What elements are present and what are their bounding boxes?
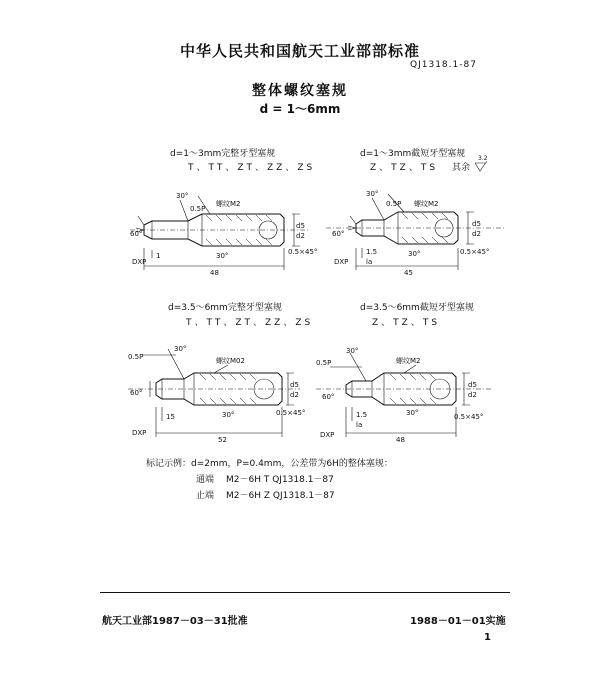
fig2-thread: 螺纹M2 [414, 200, 439, 208]
fig3-dia1: d5 [290, 381, 299, 389]
figure-1-caption: d=1～3mm完整牙型塞规 [170, 149, 276, 159]
example-nogo-label: 止端 [196, 491, 215, 501]
figure-4-drawing [316, 345, 496, 445]
footer-rule [100, 592, 510, 593]
example-nogo-value: M2－6H Z QJ1318.1－87 [226, 491, 335, 501]
figure-2-drawing [326, 188, 506, 278]
figure-3-caption: d=3.5～6mm完整牙型塞规 [168, 303, 282, 313]
fig4-angle-top: 30° [346, 347, 359, 355]
figure-2-caption: d=1～3mm截短牙型塞规 [360, 149, 466, 159]
fig1-chamfer: 0.5×45° [288, 248, 318, 256]
figure-3-types: T、TT、ZT、ZZ、ZS [186, 318, 314, 328]
fig1-pitch: 0.5P [190, 205, 206, 213]
fig4-la: la [356, 421, 363, 429]
fig2-dia1: d5 [472, 220, 481, 228]
fig3-angle-top: 30° [174, 345, 187, 353]
fig2-l1: 1.5 [366, 248, 378, 256]
fig4-dia2: d2 [468, 391, 477, 399]
fig1-l1: 1 [156, 252, 161, 260]
fig4-thread: 螺纹M2 [396, 357, 421, 365]
fig3-angle-mid: 30° [222, 411, 235, 419]
fig3-angle-left: 60° [130, 389, 143, 397]
page-number: 1 [484, 632, 491, 643]
document-title: 整体螺纹塞规 [252, 83, 348, 99]
fig3-thread: 螺纹M02 [216, 357, 245, 365]
footer-effective: 1988－01－01实施 [410, 616, 506, 627]
fig4-chamfer: 0.5×45° [454, 413, 484, 421]
figure-4-caption: d=3.5～6mm截短牙型塞规 [360, 303, 474, 313]
fig4-length: 48 [396, 436, 405, 444]
example-go-label: 通端 [196, 475, 215, 485]
fig2-angle-top: 30° [366, 190, 379, 198]
fig3-dxp: DXP [132, 429, 147, 437]
footer-approved: 航天工业部1987－03－31批准 [102, 616, 248, 627]
fig2-la: la [366, 258, 373, 266]
roughness-symbol [474, 161, 488, 173]
example-intro: 标记示例：d=2mm，P=0.4mm，公差带为6H的整体塞规： [146, 459, 393, 469]
figure-4-types: Z、TZ、TS [372, 318, 441, 328]
fig2-angle-mid: 30° [408, 250, 421, 258]
figure-1-drawing [130, 188, 318, 278]
figure-2-rest: 其余 [452, 163, 471, 173]
fig3-pitch: 0.5P [128, 353, 144, 361]
fig1-length: 48 [210, 269, 219, 277]
fig2-dia2: d2 [472, 230, 481, 238]
fig1-thread: 螺纹M2 [216, 200, 241, 208]
figure-1-types: T、TT、ZT、ZZ、ZS [188, 163, 316, 173]
fig3-dia2: d2 [290, 391, 299, 399]
document-subtitle: d = 1～6mm [259, 102, 341, 116]
fig2-length: 45 [404, 269, 413, 277]
standard-number: QJ1318.1-87 [410, 60, 477, 70]
fig4-l1: 1.5 [356, 411, 368, 419]
fig3-l1: 15 [166, 413, 175, 421]
fig4-angle-mid: 30° [406, 409, 419, 417]
fig2-pitch: 0.5P [386, 200, 402, 208]
fig4-dxp: DXP [320, 431, 335, 439]
fig2-angle-left: 60° [332, 230, 345, 238]
fig4-dia1: d5 [468, 381, 477, 389]
fig1-dia1: d5 [296, 222, 305, 230]
fig4-pitch: 0.5P [316, 359, 332, 367]
fig1-angle-mid: 30° [216, 252, 229, 260]
document-org-header: 中华人民共和国航天工业部部标准 [179, 42, 420, 60]
fig2-dxp: DXP [334, 258, 349, 266]
figure-2-types: Z、TZ、TS [370, 163, 439, 173]
figure-3-drawing [128, 345, 306, 445]
fig4-angle-left: 60° [322, 393, 335, 401]
fig1-angle-top: 30° [176, 192, 189, 200]
fig1-dxp: DXP [132, 258, 147, 266]
roughness-value: 3.2 [478, 155, 488, 162]
fig2-chamfer: 0.5×45° [460, 248, 490, 256]
fig1-dia2: d2 [296, 232, 305, 240]
fig3-length: 52 [218, 436, 227, 444]
fig3-chamfer: 0.5×45° [276, 409, 306, 417]
fig1-angle-left: 60° [130, 230, 143, 238]
example-go-value: M2－6H T QJ1318.1－87 [226, 475, 334, 485]
